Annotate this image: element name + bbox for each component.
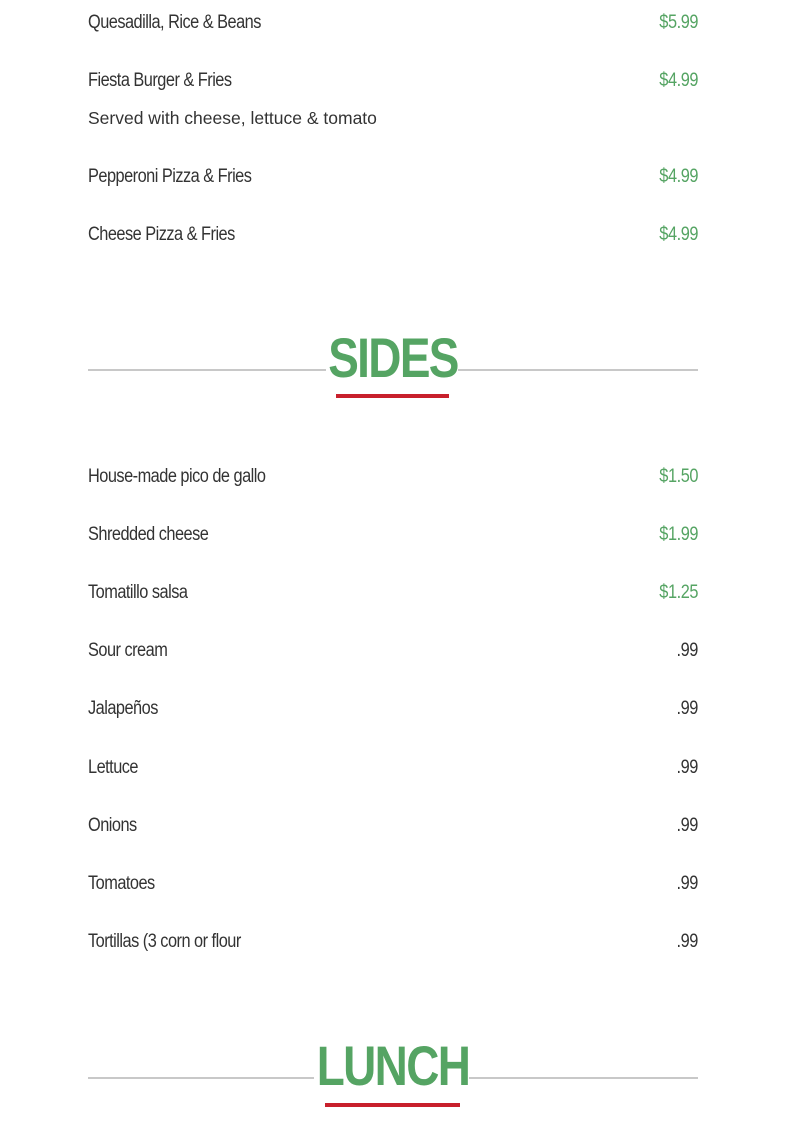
- menu-item-name: Cheese Pizza & Fries: [88, 224, 235, 245]
- menu-item-row: [88, 753, 698, 783]
- menu-item-name: Sour cream: [88, 640, 168, 661]
- menu-item-name: Jalapeños: [88, 698, 158, 719]
- menu-item-name: Lettuce: [88, 757, 139, 778]
- sides-section-header: [88, 326, 698, 406]
- menu-item-row: [88, 869, 698, 899]
- menu-item-price: $5.99: [659, 12, 698, 33]
- section-divider-left: [88, 1077, 314, 1079]
- section-divider-right: [458, 369, 698, 371]
- menu-item-row: [88, 694, 698, 724]
- menu-item-name: Pepperoni Pizza & Fries: [88, 166, 252, 187]
- menu-item-row: [88, 162, 698, 192]
- menu-item-name: Tomatillo salsa: [88, 582, 188, 603]
- menu-item-price: $4.99: [659, 166, 698, 187]
- menu-item-name: Shredded cheese: [88, 524, 209, 545]
- menu-item-row: [88, 220, 698, 250]
- menu-item-name: Tomatoes: [88, 873, 155, 894]
- section-underline: [336, 394, 449, 398]
- section-divider-right: [469, 1077, 698, 1079]
- menu-item-price: .99: [676, 640, 698, 661]
- menu-item-name: Tortillas (3 corn or flour: [88, 931, 241, 952]
- menu-item-row: [88, 520, 698, 550]
- menu-item-row: [88, 636, 698, 666]
- menu-item-price: $1.25: [659, 582, 698, 603]
- menu-item-description: Served with cheese, lettuce & tomato: [88, 108, 377, 128]
- menu-item-price: $1.50: [659, 466, 698, 487]
- section-title: LUNCH: [316, 1034, 470, 1097]
- menu-item-name: Onions: [88, 815, 137, 836]
- menu-item-name: House-made pico de gallo: [88, 466, 266, 487]
- section-divider-left: [88, 369, 326, 371]
- menu-item-row: [88, 927, 698, 957]
- menu-item-row: [88, 578, 698, 608]
- menu-item-price: .99: [676, 698, 698, 719]
- menu-item-price: $4.99: [659, 70, 698, 91]
- menu-item-name: Quesadilla, Rice & Beans: [88, 12, 261, 33]
- menu-item-price: .99: [676, 757, 698, 778]
- menu-item-row: [88, 811, 698, 841]
- menu-item-price: .99: [676, 815, 698, 836]
- menu-item-row: [88, 8, 698, 38]
- menu-item-row: [88, 66, 698, 96]
- menu-item-price: $1.99: [659, 524, 698, 545]
- menu-item-row: [88, 462, 698, 492]
- menu-item-price: .99: [676, 873, 698, 894]
- menu-item-name: Fiesta Burger & Fries: [88, 70, 232, 91]
- section-title: SIDES: [328, 326, 458, 389]
- lunch-section-header: [88, 1034, 698, 1114]
- menu-item-price: .99: [676, 931, 698, 952]
- section-underline: [325, 1103, 460, 1107]
- menu-item-price: $4.99: [659, 224, 698, 245]
